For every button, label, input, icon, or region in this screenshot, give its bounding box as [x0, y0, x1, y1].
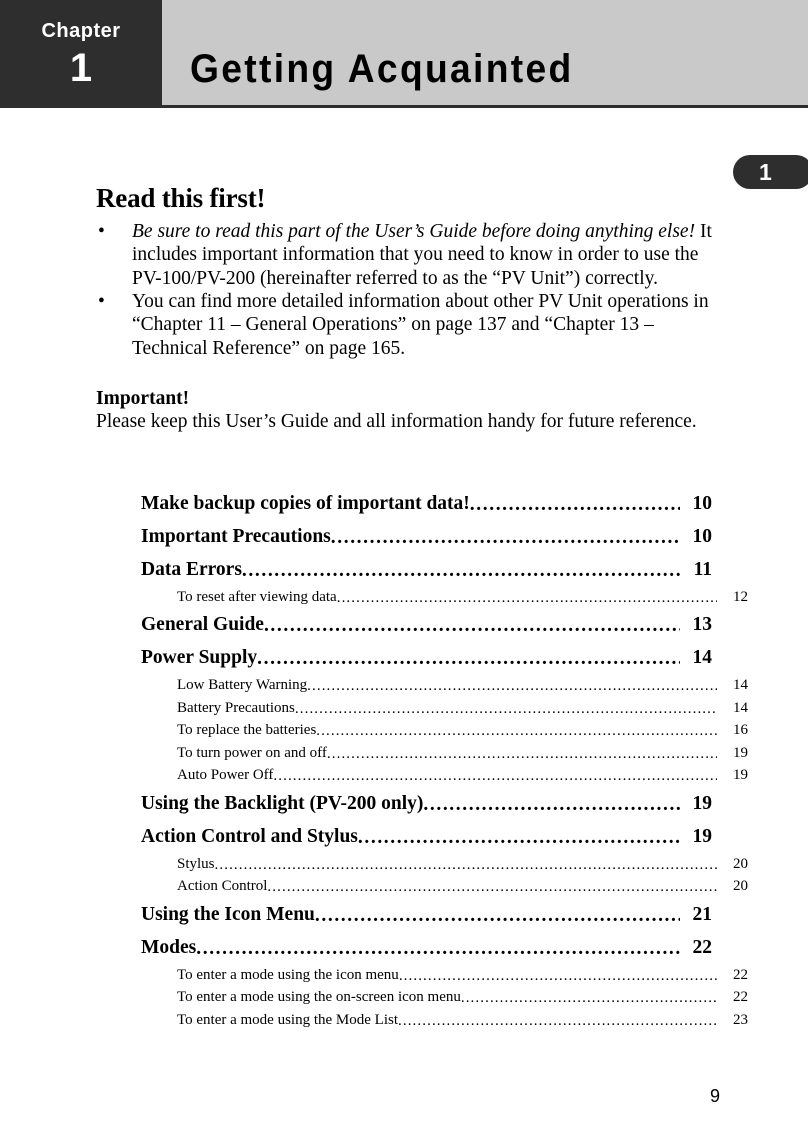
toc-entry-label: Battery Precautions — [177, 699, 295, 716]
toc-entry-page: 23 — [733, 1011, 748, 1028]
bullet-marker-icon: • — [98, 221, 105, 243]
toc-entry-main[interactable] — [141, 487, 712, 520]
toc-entry-main[interactable] — [141, 820, 712, 853]
toc-entry-page: 12 — [733, 588, 748, 605]
toc-entry-sub[interactable] — [141, 765, 748, 788]
bullet-italic-lead: Be sure to read this part of the User’s Guide before doing anything else! — [132, 221, 696, 243]
toc-leader-dots — [423, 794, 680, 814]
chapter-table-of-contents — [141, 487, 748, 1032]
toc-entry-page: 22 — [733, 966, 748, 983]
toc-entry-label: To replace the batteries — [177, 722, 317, 739]
bullet-marker-icon: • — [98, 290, 105, 312]
list-item — [96, 290, 712, 360]
toc-entry-main[interactable] — [141, 642, 712, 675]
toc-entry-page: 22 — [692, 936, 712, 958]
toc-leader-dots — [215, 857, 717, 872]
toc-entry-label: Action Control — [177, 878, 268, 895]
body-content — [96, 183, 712, 433]
toc-entry-page: 20 — [733, 855, 748, 872]
chapter-number-box — [0, 0, 162, 105]
toc-entry-label: Using the Icon Menu — [141, 903, 315, 925]
toc-leader-dots — [307, 678, 717, 693]
important-note — [96, 387, 712, 434]
toc-entry-label: Auto Power Off — [177, 767, 274, 784]
toc-entry-main[interactable] — [141, 898, 712, 931]
toc-entry-page: 19 — [692, 825, 712, 847]
toc-entry-sub[interactable] — [141, 675, 748, 698]
toc-entry-page: 10 — [692, 525, 712, 547]
read-this-first-heading: Read this first! — [96, 183, 266, 213]
toc-entry-label: Power Supply — [141, 647, 258, 668]
toc-leader-dots — [331, 527, 680, 547]
toc-entry-sub[interactable] — [141, 876, 748, 899]
toc-entry-page: 20 — [733, 878, 748, 895]
toc-entry-page: 19 — [733, 767, 748, 784]
chapter-side-tab: 1 — [733, 155, 808, 189]
toc-entry-page: 19 — [733, 744, 748, 761]
intro-bullet-list — [96, 220, 712, 360]
toc-entry-page: 11 — [693, 558, 712, 580]
bullet-text: You can find more detailed information about other PV Unit operations in “Chapter 11 – General Operations” on page 137 and “Chapter 13 – Technical Reference” on page 165. — [132, 290, 709, 359]
toc-entry-sub[interactable] — [141, 697, 748, 720]
bullet-text: It includes important information that you need to know in order to use the PV-100/PV-200 (hereinafter referred to as the “PV Unit”) correctly. — [132, 221, 712, 289]
toc-leader-dots — [470, 494, 680, 514]
toc-entry-main[interactable] — [141, 520, 712, 553]
page-title: Getting Acquainted — [190, 47, 574, 91]
toc-entry-page: 19 — [692, 792, 712, 814]
toc-entry-label: To reset after viewing data — [177, 588, 337, 605]
chapter-word-label: Chapter — [41, 20, 121, 42]
toc-entry-page: 10 — [692, 492, 712, 514]
toc-entry-sub[interactable] — [141, 720, 748, 743]
toc-leader-dots — [316, 723, 717, 738]
important-text: Please keep this User’s Guide and all information handy for future reference. — [96, 411, 697, 433]
list-item — [96, 220, 712, 290]
toc-entry-label: Make backup copies of important data! — [141, 492, 470, 514]
toc-entry-sub[interactable] — [141, 586, 748, 609]
toc-entry-main[interactable] — [141, 931, 712, 964]
header-divider-rule — [0, 105, 808, 108]
toc-entry-label: Data Errors — [141, 558, 242, 580]
toc-entry-sub[interactable] — [141, 1009, 748, 1032]
toc-leader-dots — [267, 879, 717, 894]
important-heading: Important! — [96, 387, 190, 409]
toc-entry-sub[interactable] — [141, 742, 748, 765]
toc-entry-label: To enter a mode using the Mode List — [177, 1011, 398, 1028]
toc-entry-label: Stylus — [177, 855, 215, 872]
toc-leader-dots — [337, 590, 717, 605]
toc-leader-dots — [358, 827, 680, 847]
toc-leader-dots — [295, 701, 717, 716]
toc-entry-page: 14 — [733, 677, 748, 694]
toc-entry-main[interactable] — [141, 609, 712, 642]
toc-entry-label: Low Battery Warning — [177, 677, 308, 694]
toc-entry-sub[interactable] — [141, 964, 748, 987]
toc-entry-page: 14 — [733, 699, 748, 716]
toc-entry-page: 21 — [692, 903, 712, 925]
toc-entry-label: General Guide — [141, 614, 264, 635]
toc-entry-label: To turn power on and off — [177, 744, 327, 761]
toc-entry-label: Action Control and Stylus — [141, 825, 358, 847]
chapter-header-band — [0, 0, 808, 105]
toc-entry-page: 13 — [692, 614, 712, 635]
toc-leader-dots — [257, 648, 680, 668]
toc-entry-label: To enter a mode using the on-screen icon menu — [177, 989, 461, 1006]
toc-entry-page: 14 — [692, 647, 712, 668]
toc-leader-dots — [196, 938, 680, 958]
toc-leader-dots — [399, 968, 717, 983]
toc-entry-label: Important Precautions — [141, 525, 331, 547]
toc-entry-sub[interactable] — [141, 853, 748, 876]
toc-leader-dots — [264, 615, 680, 635]
toc-entry-main[interactable] — [141, 787, 712, 820]
toc-leader-dots — [327, 746, 717, 761]
toc-leader-dots — [315, 905, 680, 925]
toc-entry-sub[interactable] — [141, 987, 748, 1010]
toc-entry-page: 16 — [733, 722, 748, 739]
chapter-number-label: 1 — [69, 46, 93, 90]
toc-entry-main[interactable] — [141, 553, 712, 586]
toc-leader-dots — [273, 768, 717, 783]
toc-entry-label: Modes — [141, 936, 197, 958]
toc-leader-dots — [242, 560, 680, 580]
footer-page-number: 9 — [710, 1086, 721, 1106]
toc-leader-dots — [398, 1013, 717, 1028]
toc-leader-dots — [461, 990, 717, 1005]
toc-entry-label: Using the Backlight (PV-200 only) — [141, 792, 424, 814]
toc-entry-page: 22 — [733, 989, 748, 1006]
toc-entry-label: To enter a mode using the icon menu — [177, 966, 399, 983]
